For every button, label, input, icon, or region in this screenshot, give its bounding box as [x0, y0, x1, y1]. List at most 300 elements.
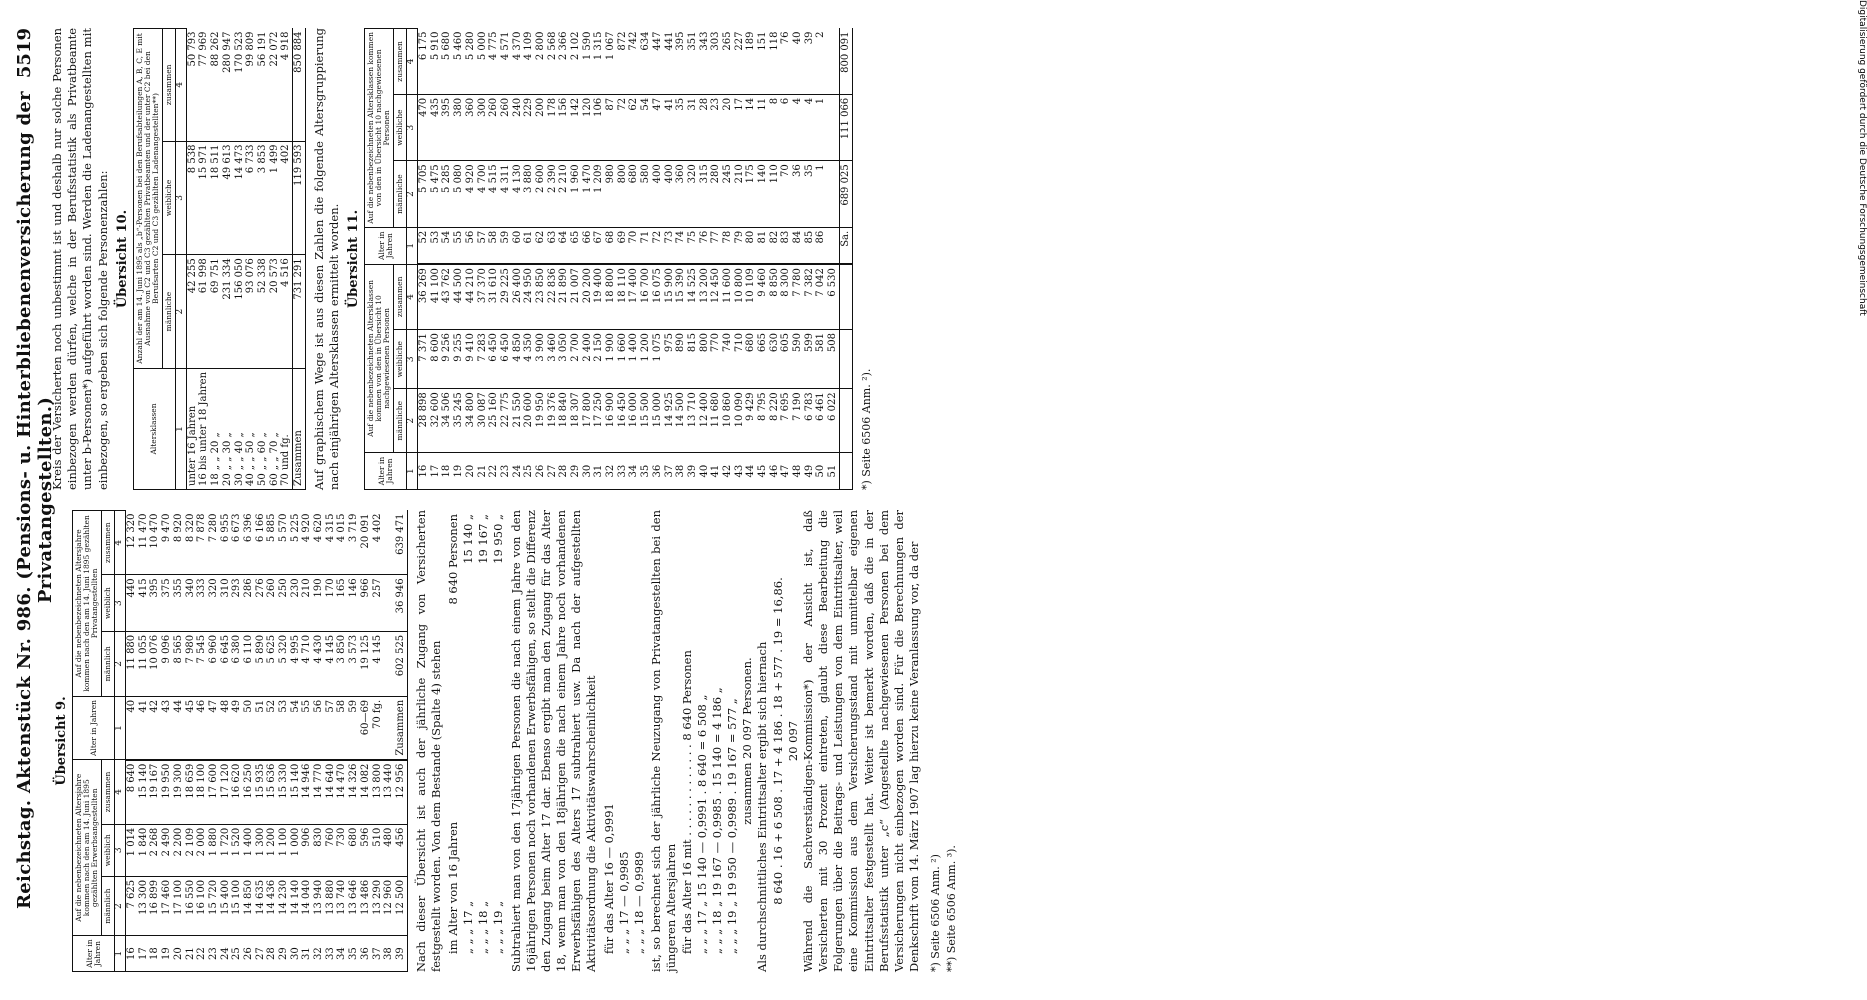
table-cell: 2 490	[161, 824, 173, 876]
table-cell: 60	[512, 227, 524, 264]
table-row	[734, 29, 746, 490]
table-cell: 8 920	[173, 511, 185, 575]
table-cell: 19 950	[535, 389, 547, 453]
table-cell: 280	[710, 161, 722, 227]
table-cell: 10 109	[745, 264, 757, 329]
column-number: 2	[407, 161, 418, 227]
table-cell: 3 460	[547, 330, 559, 389]
table-cell: 35	[348, 936, 360, 972]
table-cell: 17 600	[208, 760, 220, 825]
table-cell: 5 280	[465, 29, 477, 95]
table-cell: 360	[675, 161, 687, 227]
table-cell: 303	[710, 29, 722, 95]
table-cell: 59	[500, 227, 512, 264]
table-cell: 10 800	[734, 264, 746, 329]
table-cell: 1 590	[582, 29, 594, 95]
table-cell: 19	[161, 936, 173, 972]
page-header	[14, 28, 56, 972]
table-cell: 21	[185, 936, 197, 972]
footnote: **) Seite 6506 Anm. ³).	[944, 845, 958, 972]
table-cell: 58	[336, 696, 348, 759]
paragraph: Auf graphischem Wege ist aus diesen Zahlen die folgende Altersgruppierung nach einjährigen Altersklassen ermittelt worden.	[311, 28, 341, 490]
table-cell: 54	[441, 227, 453, 264]
table-cell: 5 460	[453, 29, 465, 95]
table-cell: 27	[255, 936, 267, 972]
table-cell: 441	[664, 29, 676, 95]
table-cell: 7 780	[792, 264, 804, 329]
table-cell: 6 450	[500, 330, 512, 389]
table-cell: 10 090	[734, 389, 746, 453]
t11-head-age-right: Alter in Jahren	[365, 227, 407, 264]
table-cell: 32	[605, 453, 617, 490]
table-cell: 33	[617, 453, 629, 490]
table-cell: 28	[558, 453, 570, 490]
table-cell: 74	[675, 227, 687, 264]
table-cell: 34	[628, 453, 640, 490]
table-cell: 40 „ „ 50 „	[245, 368, 257, 489]
table-cell: 508	[827, 330, 839, 389]
table-cell: 40	[792, 29, 804, 95]
table-cell: 48	[792, 453, 804, 490]
table10	[133, 28, 306, 490]
column-number: 3	[407, 330, 418, 389]
table-cell: 333	[196, 575, 208, 631]
table-cell: 17 400	[628, 264, 640, 329]
table-cell: 42	[149, 696, 161, 759]
table-cell: 25	[523, 453, 535, 490]
table-cell: 118	[769, 29, 781, 95]
table-cell: 50 793	[186, 29, 198, 142]
table-cell: 1 209	[593, 161, 605, 227]
table-cell: 4 015	[336, 511, 348, 575]
t9-head-age-right: Alter in Jahren	[73, 696, 115, 759]
table-cell: 4 920	[301, 511, 313, 575]
table-cell: 47	[208, 696, 220, 759]
table-cell: 46	[196, 696, 208, 759]
table-cell: 29	[570, 453, 582, 490]
table-cell: 84	[792, 227, 804, 264]
table-cell: 43	[734, 453, 746, 490]
table-cell: 1 960	[570, 161, 582, 227]
table-cell: 580	[640, 161, 652, 227]
table-cell: 7 371	[418, 330, 430, 389]
table-cell: 4 918	[280, 29, 292, 142]
table-cell: 41	[664, 94, 676, 160]
table-row	[593, 29, 605, 490]
table-cell: 6 166	[255, 511, 267, 575]
table9-title: Übersicht 9.	[54, 696, 69, 786]
probability-list	[602, 510, 648, 972]
table-row	[827, 29, 839, 490]
table-cell: 2 800	[535, 29, 547, 95]
table-cell: 1 400	[243, 824, 255, 876]
table-cell: 2 109	[185, 824, 197, 876]
dfg-sidebar	[1357, 0, 1867, 1000]
table-cell: 800	[699, 330, 711, 389]
table-cell: 87	[605, 94, 617, 160]
table-row	[512, 29, 524, 490]
table-cell: 19 167	[149, 760, 161, 825]
table-cell: 22	[196, 936, 208, 972]
table-cell: 8 220	[769, 389, 781, 453]
table-cell: 6 645	[220, 631, 232, 696]
table-cell: 165	[336, 575, 348, 631]
age-value: 19 167 „	[476, 514, 491, 564]
table-cell: 170	[325, 575, 337, 631]
table-cell: 16	[418, 453, 430, 490]
table-cell: 7 190	[792, 389, 804, 453]
table-cell: 293	[231, 575, 243, 631]
table-cell: 16 899	[149, 876, 161, 935]
table-cell: 447	[652, 29, 664, 95]
table-cell: 20 „ „ 30 „	[222, 368, 234, 489]
table-cell: 1 840	[138, 824, 150, 876]
table-cell: 480	[383, 824, 395, 876]
table-cell: 9 256	[441, 330, 453, 389]
table-row	[126, 511, 138, 972]
table-cell: 7 695	[780, 389, 792, 453]
t9-sub: zusammen	[102, 511, 115, 575]
table-cell: 6 110	[243, 631, 255, 696]
table-cell: unter 16 Jahren	[186, 368, 198, 489]
table-cell: 18 840	[558, 389, 570, 453]
column-number: 4	[115, 511, 126, 575]
table-cell: 2 200	[173, 824, 185, 876]
table-cell: 43	[161, 696, 173, 759]
table-cell: 7 280	[208, 511, 220, 575]
calculation-line: „ „ „ 18 „ 19 167 — 0,9985 . 15 140 = 4 186 „	[709, 687, 724, 954]
t9-head-age-left: Alter in Jahren	[73, 936, 115, 972]
t11-sub: zusammen	[394, 29, 407, 95]
age-value: 15 140 „	[461, 514, 476, 564]
table-cell: 850 884	[292, 29, 305, 142]
table-cell: 80	[745, 227, 757, 264]
table-cell: 12 450	[710, 264, 722, 329]
table-cell: 54	[290, 696, 302, 759]
t10-sub: männliche	[162, 255, 175, 369]
table-cell: 760	[325, 824, 337, 876]
table-cell: 14 925	[664, 389, 676, 453]
table-cell: 16 000	[628, 389, 640, 453]
age-line	[446, 510, 461, 972]
t11-sub: zusammen	[394, 264, 407, 329]
table-cell: 634	[640, 29, 652, 95]
table-cell: 189	[745, 29, 757, 95]
table-cell: 52	[418, 227, 430, 264]
table-row	[628, 29, 640, 490]
table-row	[220, 511, 232, 972]
table-cell: 24	[220, 936, 232, 972]
table-cell: 11	[757, 94, 769, 160]
table-cell: 57	[477, 227, 489, 264]
table-cell	[827, 161, 839, 227]
table-cell: 23	[208, 936, 220, 972]
table-cell: 286	[243, 575, 255, 631]
table-cell: 51	[255, 696, 267, 759]
table-cell: 77 969	[198, 29, 210, 142]
table-cell: 63	[547, 227, 559, 264]
table-cell: 49 613	[222, 141, 234, 255]
formula-denominator: 20 097	[785, 720, 800, 762]
table-cell	[383, 575, 395, 631]
table-row	[243, 511, 255, 972]
table-cell: 1 300	[255, 824, 267, 876]
table-cell: 8 320	[185, 511, 197, 575]
age-label: „ „ „ 18 „	[476, 900, 491, 954]
paragraph: Während die Sachverständigen-Kommission*) der Ansicht ist, daß Versicherten mit 30 Prozent eintreten, glaubt diese Bearbeitung die Folgerungen über die Beitrags- und Leistungen von dem Eintrittsalter, weil eine Kommission aus dem Versicherungsstand mit unmittelbar eigenen Eintrittsalter festgestellt hat. Weiter ist bemerkt worden, daß die in der Berufsstatistik unter „c“ (Angestellte nachgewiesenen Personen bei dem Versicherungen nicht einbezogen worden sind. Für die Berechnungen der Denkschrift vom 14. März 1907 lag hierzu keine Veranlassung vor, da der	[800, 510, 922, 972]
table-cell: 6 450	[488, 330, 500, 389]
table-row	[173, 511, 185, 972]
table-row	[149, 511, 161, 972]
t11-sub: weibliche	[394, 330, 407, 389]
table-cell: 966	[360, 575, 372, 631]
table-row	[196, 511, 208, 972]
table-cell: 731 291	[292, 255, 305, 369]
table-cell: 24	[512, 453, 524, 490]
column-number: 1	[115, 936, 126, 972]
table-row	[395, 511, 407, 972]
table-cell: 36	[792, 161, 804, 227]
table-cell: 8 795	[757, 389, 769, 453]
table-cell: 17	[138, 936, 150, 972]
t9-head-desc-right: Auf die nebenbezeichneten Altersjahre kommen nach den am 14. Juni 1895 gezählten Privatangestellten	[73, 511, 102, 697]
paragraph: Subtrahiert man von den 17jährigen Personen die nach einem Jahre von den 16jährigen Personen noch vorhandenen Erwerbsfähigen, so stellt die Differenz den Zugang beim Alter 17 dar. Ebenso ergibt man den Zugang für das Alter 18, wenn man von den 18jährigen die nach einem Jahre noch vorhandenen Erwerbsfähigen des Alters 17 subtrahiert usw. Da nach der aufgestellten Aktivitätsordnung die Aktivitätswahrscheinlichkeit	[508, 510, 599, 972]
table-cell: 639 471	[395, 511, 407, 575]
table-cell: 34 506	[441, 389, 453, 453]
table-row	[290, 511, 302, 972]
table-cell: 4 402	[372, 511, 384, 575]
table-cell: 67	[593, 227, 605, 264]
table-row	[208, 511, 220, 972]
table-cell: 14 230	[278, 876, 290, 935]
table-row	[138, 511, 150, 972]
table-cell: 28	[266, 936, 278, 972]
table-cell: 15 140	[290, 760, 302, 825]
table-cell: 21	[477, 453, 489, 490]
calc-total: zusammen 20 097 Personen.	[740, 657, 755, 825]
table-cell: 156 050	[234, 255, 246, 369]
table-cell: 18	[149, 936, 161, 972]
table-cell: 415	[138, 575, 150, 631]
table-cell: 13 800	[372, 760, 384, 825]
table-cell: 581	[815, 330, 827, 389]
table-cell: 260	[266, 575, 278, 631]
table-cell: 1 200	[640, 330, 652, 389]
table-cell: 7 980	[185, 631, 197, 696]
table-cell: 689 025	[839, 161, 852, 227]
table-cell: 17 460	[161, 876, 173, 935]
table-row	[336, 511, 348, 972]
table-cell: 710	[734, 330, 746, 389]
table-cell: 260	[488, 94, 500, 160]
table-cell: 35	[640, 453, 652, 490]
table-row	[605, 29, 617, 490]
column-number: 1	[407, 453, 418, 490]
table-cell: 9 460	[757, 264, 769, 329]
table-cell: 56 191	[257, 29, 269, 142]
table-cell: 14 525	[687, 264, 699, 329]
table-cell: 1 520	[231, 824, 243, 876]
table-cell: 99 809	[245, 29, 257, 142]
table-cell: 14 436	[266, 876, 278, 935]
table-cell: 18 511	[210, 141, 222, 255]
table-cell: 280 947	[222, 29, 234, 142]
table-cell: 14 500	[675, 389, 687, 453]
age-label: „ „ „ 19 „	[491, 900, 506, 954]
table-cell: 15 500	[640, 389, 652, 453]
table-cell: 770	[710, 330, 722, 389]
table-cell: 156	[558, 94, 570, 160]
table-cell: 16 250	[243, 760, 255, 825]
table-row	[348, 511, 360, 972]
table-row	[792, 29, 804, 490]
column-number: 3	[115, 824, 126, 876]
table11-title: Übersicht 11.	[346, 209, 361, 309]
table-row-total	[292, 29, 305, 490]
column-number: 1	[115, 696, 126, 759]
table-cell: 36	[360, 936, 372, 972]
table-cell: 62	[628, 94, 640, 160]
table-cell: 19 950	[161, 760, 173, 825]
table-cell: 20 573	[269, 255, 281, 369]
table-cell: 375	[161, 575, 173, 631]
table-cell: 11 880	[126, 631, 138, 696]
table-cell: 4 130	[512, 161, 524, 227]
column-number: 4	[115, 760, 126, 825]
table-cell: 2 366	[558, 29, 570, 95]
table-cell: 30 087	[477, 389, 489, 453]
table-cell: 2 000	[196, 824, 208, 876]
table-cell: 4 995	[290, 631, 302, 696]
table-cell: 5 910	[430, 29, 442, 95]
table-cell: 250	[278, 575, 290, 631]
table-cell: 38	[383, 936, 395, 972]
table-cell: 72	[652, 227, 664, 264]
table-cell: 56	[465, 227, 477, 264]
table-row	[500, 29, 512, 490]
table-cell: 5 680	[441, 29, 453, 95]
table-cell: 4 571	[500, 29, 512, 95]
table-cell: 231 334	[222, 255, 234, 369]
table-cell: 13 710	[687, 389, 699, 453]
table-cell	[383, 631, 395, 696]
paragraph: Nach dieser Übersicht ist auch der jährliche Zugang von Versicherten festgestellt worden. Von dem Bestande (Spalte 4) stehen	[413, 510, 443, 972]
table-cell: 15 935	[255, 760, 267, 825]
table-row	[198, 29, 210, 490]
table-cell: 18 „ „ 20 „	[210, 368, 222, 489]
t11-sub: weibliche	[394, 94, 407, 160]
table-row	[372, 511, 384, 972]
table-cell: 2 390	[547, 161, 559, 227]
table-cell: 9 470	[161, 511, 173, 575]
table-cell: 4 516	[280, 255, 292, 369]
table-cell: 16 700	[640, 264, 652, 329]
table-row	[257, 29, 269, 490]
table-cell	[839, 264, 852, 329]
table-cell: 56	[313, 696, 325, 759]
table-cell: 15 971	[198, 141, 210, 255]
table-cell: 57	[325, 696, 337, 759]
table-cell: 7 625	[126, 876, 138, 935]
table-row	[441, 29, 453, 490]
age-label: im Alter von 16 Jahren	[445, 821, 460, 954]
table-row	[383, 511, 395, 972]
table-row	[640, 29, 652, 490]
table-cell: 7 283	[477, 330, 489, 389]
table-cell: 2 268	[149, 824, 161, 876]
t9-sub: weiblich	[102, 824, 115, 876]
table-cell: 77	[710, 227, 722, 264]
formula: 8 640 . 16 + 6 508 . 17 + 4 186 . 18 + 577 . 19 = 16,86.	[770, 577, 785, 905]
table-cell: 229	[523, 94, 535, 160]
table-cell: 23	[710, 94, 722, 160]
paragraph: ist, so berechnet sich der jährliche Neuzugang von Privatangestellten bei den jüngeren Altersjahren	[649, 510, 679, 972]
table-cell: 320	[687, 161, 699, 227]
table-cell: 13 646	[348, 876, 360, 935]
table-cell: 6 783	[804, 389, 816, 453]
table-cell: 43 762	[441, 264, 453, 329]
table-cell: 79	[734, 227, 746, 264]
table-cell: 12 400	[699, 389, 711, 453]
column-number: 2	[115, 631, 126, 696]
table-cell: 400	[652, 161, 664, 227]
table-cell: 17 100	[173, 876, 185, 935]
table-cell: 15 100	[231, 876, 243, 935]
table-cell: 890	[675, 330, 687, 389]
table-row	[418, 29, 430, 490]
table-cell: 120	[582, 94, 594, 160]
table-cell: 85	[804, 227, 816, 264]
table-cell: 6 396	[243, 511, 255, 575]
table-cell: 71	[640, 227, 652, 264]
t9-head-desc-left: Auf die nebenbezeichneten Altersjahre kommen nach den am 14. Juni 1895 gezählten Erwerbsangestellten	[73, 760, 102, 936]
table-cell: 30	[582, 453, 594, 490]
table-cell: 2 210	[558, 161, 570, 227]
table-cell: 30	[290, 936, 302, 972]
table-cell: 8	[769, 94, 781, 160]
table-cell: 13 740	[336, 876, 348, 935]
column-number: 1	[176, 368, 187, 489]
table-cell: 13 440	[383, 760, 395, 825]
t10-head-desc: Anzahl der am 14. Juni 1895 als „b“-Personen bei den Berufsabteilungen A, B, C, E mit Ausnahme von C2 und C3 gezählten Privatbeamten und der unter C2 bei den Berufsarten C2 und C3 gezählten Ladenangestellten**)	[133, 29, 162, 369]
table-cell: 5 890	[255, 631, 267, 696]
table-cell: 5 705	[418, 161, 430, 227]
table-cell: 72	[617, 94, 629, 160]
table-cell: 4 850	[512, 330, 524, 389]
table-cell: 22 775	[500, 389, 512, 453]
table-cell: 15 140	[138, 760, 150, 825]
table-cell: 975	[664, 330, 676, 389]
age-line	[476, 510, 491, 972]
table-cell: 740	[722, 330, 734, 389]
table-cell: 13 880	[325, 876, 337, 935]
table-cell: 15 330	[278, 760, 290, 825]
table-cell: 1 900	[605, 330, 617, 389]
table-row	[570, 29, 582, 490]
table-cell: 26	[535, 453, 547, 490]
table-row	[161, 511, 173, 972]
table-cell: 44 210	[465, 264, 477, 329]
footnotes	[928, 510, 959, 972]
table-cell: 11 600	[722, 264, 734, 329]
table-row	[699, 29, 711, 490]
table-cell: 13 486	[360, 876, 372, 935]
column-number: 3	[407, 94, 418, 160]
table-cell: 58	[488, 227, 500, 264]
table-cell: 34	[336, 936, 348, 972]
t11-head-desc-left: Auf die nebenbezeichneten Altersklassen kommen von den in Übersicht 10 nachgewiesenen Personen	[365, 264, 394, 452]
table-cell: 1 499	[269, 141, 281, 255]
